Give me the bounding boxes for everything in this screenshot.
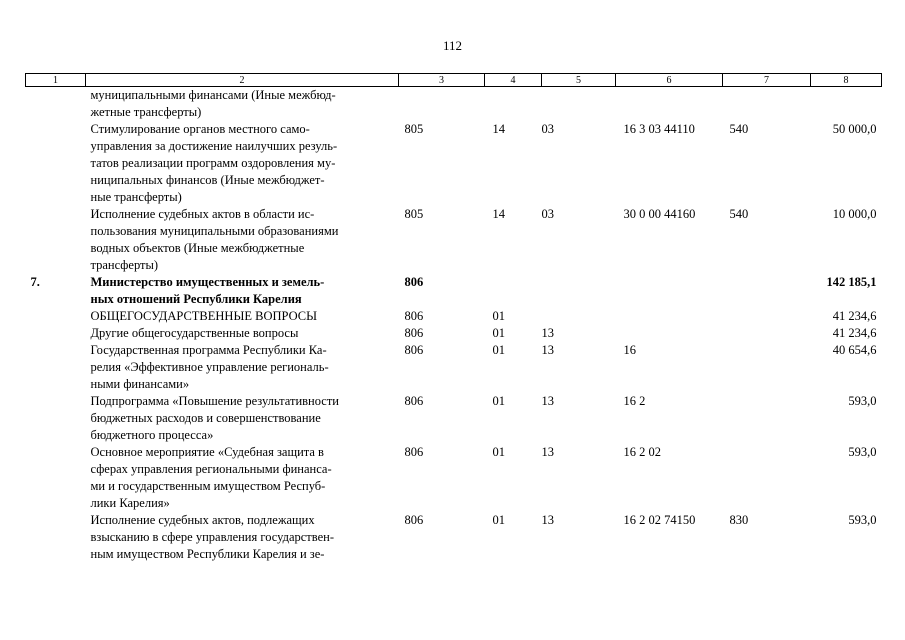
- item-name-line: Основное мероприятие «Судебная защита в: [90, 445, 324, 459]
- item-name: [86, 274, 399, 308]
- table-row: [26, 206, 882, 274]
- item-name-line: Исполнение судебных актов в области ис-: [90, 207, 315, 221]
- code-subsection: 03: [541, 122, 554, 136]
- item-name-line: ным имуществом Республики Карелия и зе-: [90, 547, 325, 561]
- code-expense-type: 540: [729, 207, 749, 221]
- column-header-row: [26, 74, 882, 87]
- code-target-article: 16 2: [623, 394, 646, 408]
- item-name-line: лики Карелия»: [90, 496, 170, 510]
- column-header: 1: [26, 74, 86, 87]
- code-ministry: 806: [404, 394, 424, 408]
- row-number: 7.: [30, 275, 40, 289]
- item-name: [86, 308, 399, 325]
- code-ministry: 806: [404, 445, 424, 459]
- code-expense-type: [723, 393, 811, 444]
- amount: 593,0: [848, 394, 877, 408]
- amount: 593,0: [848, 513, 877, 527]
- table-row: [26, 121, 882, 206]
- code-target-article: 16: [623, 343, 636, 357]
- item-name-line: взысканию в сфере управления государствен-: [90, 530, 334, 544]
- code-section: 14: [492, 122, 505, 136]
- code-target-article: 16 3 03 44110: [623, 122, 695, 136]
- code-section: 01: [492, 513, 505, 527]
- code-ministry: 806: [404, 343, 424, 357]
- table-row: [26, 342, 882, 393]
- item-name-line: ОБЩЕГОСУДАРСТВЕННЫЕ ВОПРОСЫ: [90, 309, 318, 323]
- code-subsection: 13: [541, 394, 554, 408]
- row-number: [26, 87, 86, 122]
- table-row: [26, 444, 882, 512]
- code-section: [485, 274, 542, 308]
- item-name-line: Стимулирование органов местного само-: [90, 122, 310, 136]
- amount: [811, 87, 882, 122]
- item-name-line: ными финансами»: [90, 377, 190, 391]
- code-ministry: 806: [404, 309, 424, 323]
- item-name: [86, 121, 399, 206]
- code-subsection: [542, 87, 616, 122]
- row-number: [26, 342, 86, 393]
- table-row: [26, 87, 882, 122]
- code-subsection: 13: [541, 513, 554, 527]
- item-name: [86, 444, 399, 512]
- item-name-line: водных объектов (Иные межбюджетные: [90, 241, 305, 255]
- code-expense-type: [723, 87, 811, 122]
- item-name-line: ми и государственным имуществом Респуб-: [90, 479, 326, 493]
- code-section: 01: [492, 326, 505, 340]
- item-name-line: Подпрограмма «Повышение результативности: [90, 394, 339, 408]
- item-name-line: ные трансферты): [90, 190, 182, 204]
- table-row: [26, 393, 882, 444]
- code-target-article: 30 0 00 44160: [623, 207, 696, 221]
- code-subsection: 13: [541, 343, 554, 357]
- item-name-line: бюджетного процесса»: [90, 428, 214, 442]
- amount: 142 185,1: [826, 275, 877, 289]
- item-name-line: бюджетных расходов и совершенствование: [90, 411, 321, 425]
- row-number: [26, 308, 86, 325]
- item-name-line: муниципальными финансами (Иные межбюд-: [90, 88, 336, 102]
- code-section: 01: [492, 343, 505, 357]
- code-target-article: 16 2 02: [623, 445, 661, 459]
- item-name-line: ных отношений Республики Карелия: [90, 292, 302, 306]
- column-header: 6: [616, 74, 723, 87]
- budget-table: [25, 73, 882, 563]
- code-expense-type: [723, 308, 811, 325]
- page-number: 112: [442, 38, 463, 53]
- code-subsection: 03: [541, 207, 554, 221]
- row-number: [26, 121, 86, 206]
- item-name-line: релия «Эффективное управление региональ-: [90, 360, 329, 374]
- row-number: [26, 325, 86, 342]
- item-name: [86, 325, 399, 342]
- code-section: [485, 87, 542, 122]
- row-number: [26, 393, 86, 444]
- table-row: [26, 274, 882, 308]
- amount: 40 654,6: [832, 343, 877, 357]
- code-target-article: [616, 87, 723, 122]
- item-name-line: татов реализации программ оздоровления му-: [90, 156, 336, 170]
- item-name: [86, 342, 399, 393]
- row-number: [26, 444, 86, 512]
- code-expense-type: 830: [729, 513, 749, 527]
- code-expense-type: 540: [729, 122, 749, 136]
- code-section: 14: [492, 207, 505, 221]
- item-name: [86, 512, 399, 563]
- column-header: 7: [723, 74, 811, 87]
- code-subsection: [542, 308, 616, 325]
- code-target-article: [616, 274, 723, 308]
- table-row: [26, 308, 882, 325]
- column-header: 4: [485, 74, 542, 87]
- item-name: [86, 206, 399, 274]
- table-body: [26, 87, 882, 564]
- code-expense-type: [723, 342, 811, 393]
- code-ministry: 806: [404, 275, 424, 289]
- code-ministry: 806: [404, 326, 424, 340]
- table-row: [26, 512, 882, 563]
- code-expense-type: [723, 444, 811, 512]
- item-name-line: пользования муниципальными образованиями: [90, 224, 339, 238]
- code-expense-type: [723, 325, 811, 342]
- code-ministry: [399, 87, 485, 122]
- item-name-line: сферах управления региональными финанса-: [90, 462, 332, 476]
- amount: 41 234,6: [832, 309, 877, 323]
- table-row: [26, 325, 882, 342]
- item-name-line: Государственная программа Республики Ка-: [90, 343, 327, 357]
- code-subsection: 13: [541, 445, 554, 459]
- item-name-line: Другие общегосударственные вопросы: [90, 326, 299, 340]
- code-ministry: 805: [404, 122, 424, 136]
- code-ministry: 806: [404, 513, 424, 527]
- item-name-line: управления за достижение наилучших резуль-: [90, 139, 338, 153]
- code-target-article: [616, 308, 723, 325]
- item-name: [86, 393, 399, 444]
- code-ministry: 805: [404, 207, 424, 221]
- amount: 593,0: [848, 445, 877, 459]
- code-target-article: [616, 325, 723, 342]
- column-header: 2: [86, 74, 399, 87]
- amount: 50 000,0: [832, 122, 877, 136]
- code-subsection: 13: [541, 326, 554, 340]
- item-name-line: Исполнение судебных актов, подлежащих: [90, 513, 315, 527]
- column-header: 3: [399, 74, 485, 87]
- column-header: 8: [811, 74, 882, 87]
- item-name: [86, 87, 399, 122]
- row-number: [26, 512, 86, 563]
- amount: 41 234,6: [832, 326, 877, 340]
- code-target-article: 16 2 02 74150: [623, 513, 696, 527]
- item-name-line: трансферты): [90, 258, 159, 272]
- code-section: 01: [492, 445, 505, 459]
- row-number: [26, 206, 86, 274]
- code-subsection: [542, 274, 616, 308]
- item-name-line: ниципальных финансов (Иные межбюджет-: [90, 173, 325, 187]
- amount: 10 000,0: [832, 207, 877, 221]
- item-name-line: Министерство имущественных и земель-: [90, 275, 325, 289]
- column-header: 5: [542, 74, 616, 87]
- code-section: 01: [492, 394, 505, 408]
- code-expense-type: [723, 274, 811, 308]
- code-section: 01: [492, 309, 505, 323]
- item-name-line: жетные трансферты): [90, 105, 202, 119]
